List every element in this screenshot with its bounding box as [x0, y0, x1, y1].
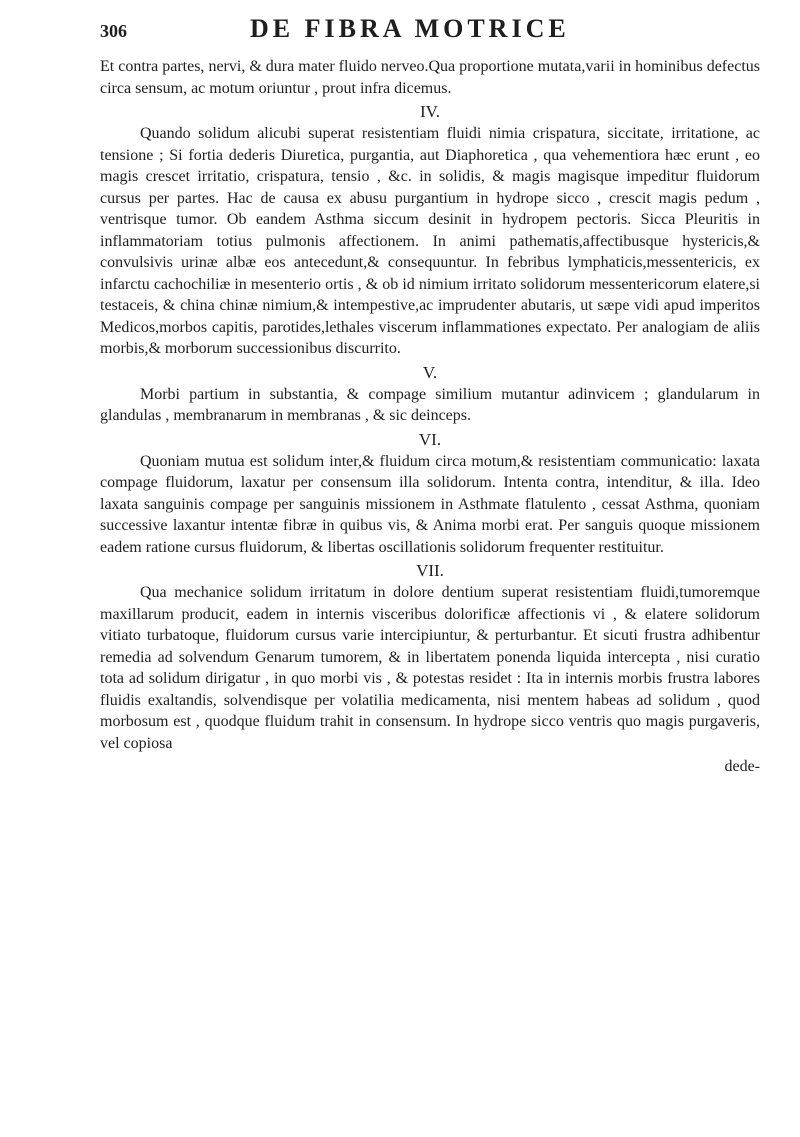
section-number-vi: VI. [418, 429, 442, 449]
running-title: DE FIBRA MOTRICE [250, 14, 570, 43]
section-vi-paragraph: Quoniam mutua est solidum inter,& fluidum circa motum,& resistentiam communicatio: laxata compage fluidorum, laxatur per consensum illa solidorum. Intenta contra, intenditur, & illa. Ideo laxata sanguinis compage per sanguinis missionem in Asthmate flatulento , cessat Asthma, quoniam successive laxantur intentæ fibræ in quibus vis, & Anima morbi erat. Per sanguis quoque missionem eadem ratione cursus fluidorum, & libertas oscillationis solidorum frequenter restituitur. [100, 452, 760, 556]
page-number: 306 [100, 21, 127, 41]
intro-paragraph: Et contra partes, nervi, & dura mater fluido nerveo.Qua proportione mutata,varii in hominibus defectus circa sensum, ac motum oriuntur , prout infra dicemus. [100, 58, 760, 97]
running-head [100, 14, 760, 54]
body-text [100, 56, 760, 778]
section-number-iv: IV. [420, 102, 440, 121]
catchword: dede- [724, 758, 760, 775]
section-number-vii: VII. [416, 561, 444, 580]
section-number-v: V. [422, 362, 438, 382]
section-v-paragraph: Morbi partium in substantia, & compage similium mutantur adinvicem ; glandularum in glandulas , membranarum in membranas , & sic deinceps. [100, 385, 760, 424]
section-iv-paragraph: Quando solidum alicubi superat resistentiam fluidi nimia crispatura, siccitate, irritatione, ac tensione ; Si fortia dederis Diuretica, purgantia, aut Diaphoretica , qua vehementiora hæc erunt , eo magis crescet irritatio, crispatura, tensio , &c. in solidis, & magis magisque impeditur fluidorum cursus per partes. Hac de causa ex abusu purgantium in hydrope sicco , crescit magis pedum , ventrisque tumor. Ob eandem Asthma siccum desinit in hydropem pectoris. Sicca Pleuritis in inflammatoriam totius pulmonis affectionem. In animi pathematis,affectibusque hystericis,& convulsivis urinæ albæ eos antecedunt,& consequuntur. In febribus lymphaticis,messentericis, ex infarctu cachochiliæ in mesenterio ortis , & ob id nimium irritato solidorum messentericorum elatere,si testaceis, & china chinæ nimium,& intempestive,ac imprudenter abutaris, ut sæpe vidi apud imperitos Medicos,morbos capitis, parotides,lethales viscerum inflammationes expectato. Per analogiam de aliis morbis,& morborum successionibus discurrito. [100, 125, 760, 357]
section-vii-paragraph: Qua mechanice solidum irritatum in dolore dentium superat resistentiam fluidi,tumoremque maxillarum producit, eadem in internis visceribus dolorificæ affectionis vi , & elatere solidorum vitiato turbatoque, fluidorum cursus varie intercipiuntur, & perturbantur. Et sicuti frustra adhibentur remedia ad solvendum Genarum tumorem, & in libertatem ponenda liquida intercepta , nisi curatio tota ad solidum dirigatur , in quo morbi vis , & potestas residet : Ita in internis morbis frustra labores fluidis exaltandis, solvendisque per volatilia medicamenta, nisi mentem habeas ad solidum , quod morbosum est , quodque fluidum trahit in consensum. In hydrope sicco ventris quo magis purgaveris, vel copiosa [100, 584, 760, 752]
